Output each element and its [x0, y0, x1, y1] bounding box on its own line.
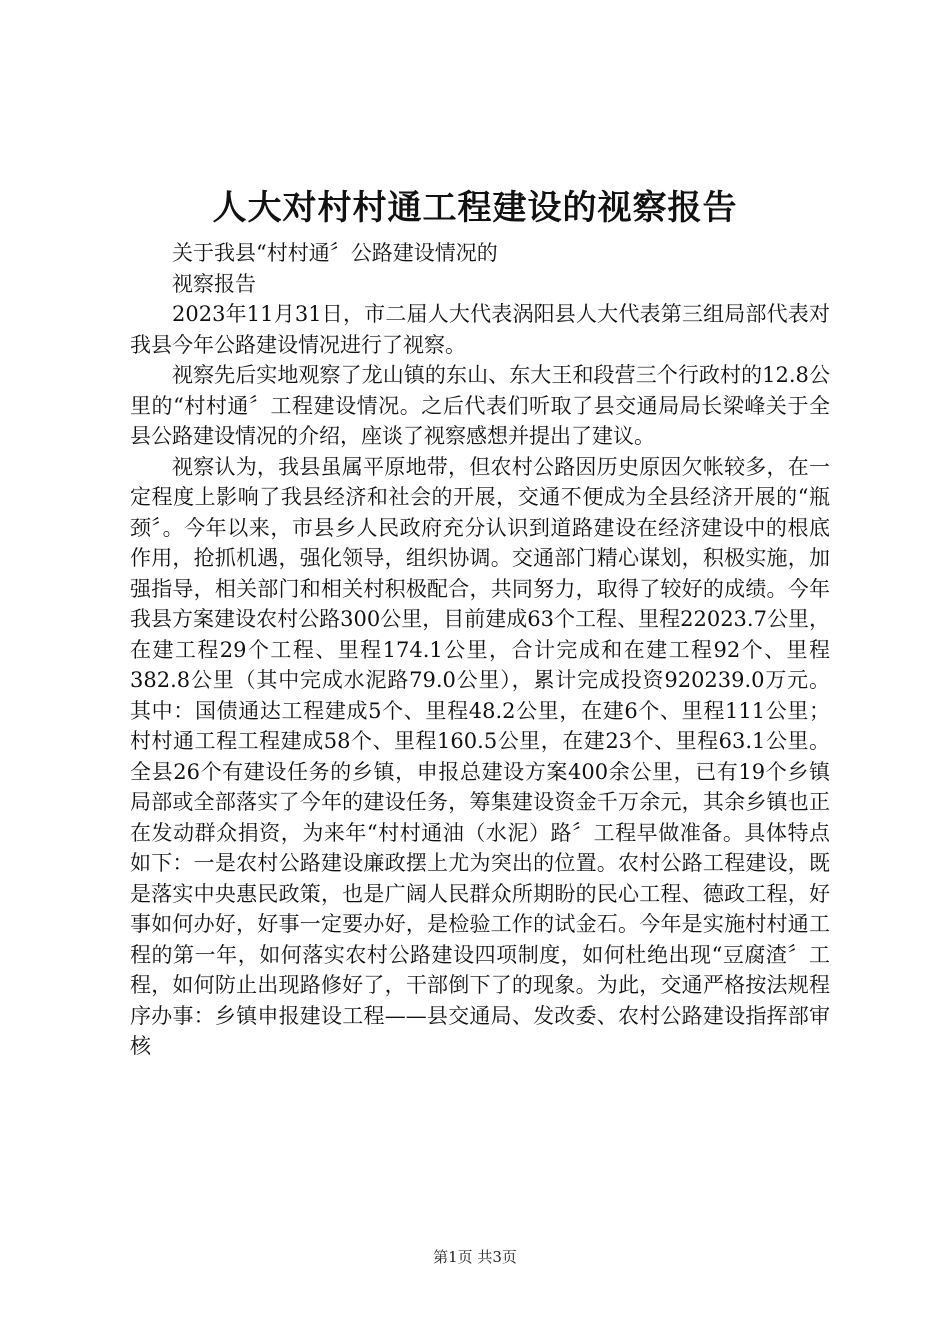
paragraph-subtitle-line-2: 视察报告 [172, 271, 256, 296]
document-title: 人大对村村通工程建设的视察报告 [212, 188, 738, 228]
paragraph-inspection: 视察先后实地观察了龙山镇的东山、东大王和段营三个行政村的12.8公里的“村村通〞工程建设情况。之后代表们听取了县交通局局长梁峰关于全县公路建设情况的介绍，座谈了视察感想并提出了建议。 [130, 363, 830, 448]
paragraph-intro: 2023年11月31日，市二届人大代表涡阳县人大代表第三组局部代表对我县今年公路建设情况进行了视察。 [130, 302, 830, 357]
paragraph-subtitle-line-1: 关于我县“村村通〞公路建设情况的 [172, 241, 498, 265]
page-footer: 第1页 共3页 [433, 1248, 517, 1266]
paragraph-findings: 视察认为，我县虽属平原地带，但农村公路因历史原因欠帐较多，在一定程度上影响了我县经济和社会的开展，交通不便成为全县经济开展的“瓶颈〞。今年以来，市县乡人民政府充分认识到道路建设在经济建设中的根底作用，抢抓机遇，强化领导，组织协调。交通部门精心谋划，积极实施，加强指导，相关部门和相关村积极配合，共同努力，取得了较好的成绩。今年我县方案建设农村公路300公里，目前建成63个工程、里程22023.7公里，在建工程29个工程、里程174.1公里，合计完成和在建工程92个、里程382.8公里（其中完成水泥路79.0公里），累计完成投资920239.0万元。其中：国债通达工程建成5个、里程48.2公里，在建6个、里程111公里；村村通工程工程建成58个、里程160.5公里，在建23个、里程63.1公里。全县26个有建设任务的乡镇，申报总建设方案400余公里，已有19个乡镇局部或全部落实了今年的建设任务，筹集建设资金千万余元，其余乡镇也正在发动群众捐资，为来年“村村通油（水泥）路〞工程早做准备。具体特点如下：一是农村公路建设廉政摆上尤为突出的位置。农村公路工程建设，既是落实中央惠民政策，也是广阔人民群众所期盼的民心工程、德政工程，好事如何办好，好事一定要办好，是检验工作的试金石。今年是实施村村通工程的第一年，如何落实农村公路建设四项制度，如何杜绝出现“豆腐渣〞工程，如何防止出现路修好了，干部倒下了的现象。为此，交通严格按法规程序办事：乡镇申报建设工程——县交通局、发改委、农村公路建设指挥部审核 [130, 454, 830, 1058]
document-body [130, 238, 830, 1062]
